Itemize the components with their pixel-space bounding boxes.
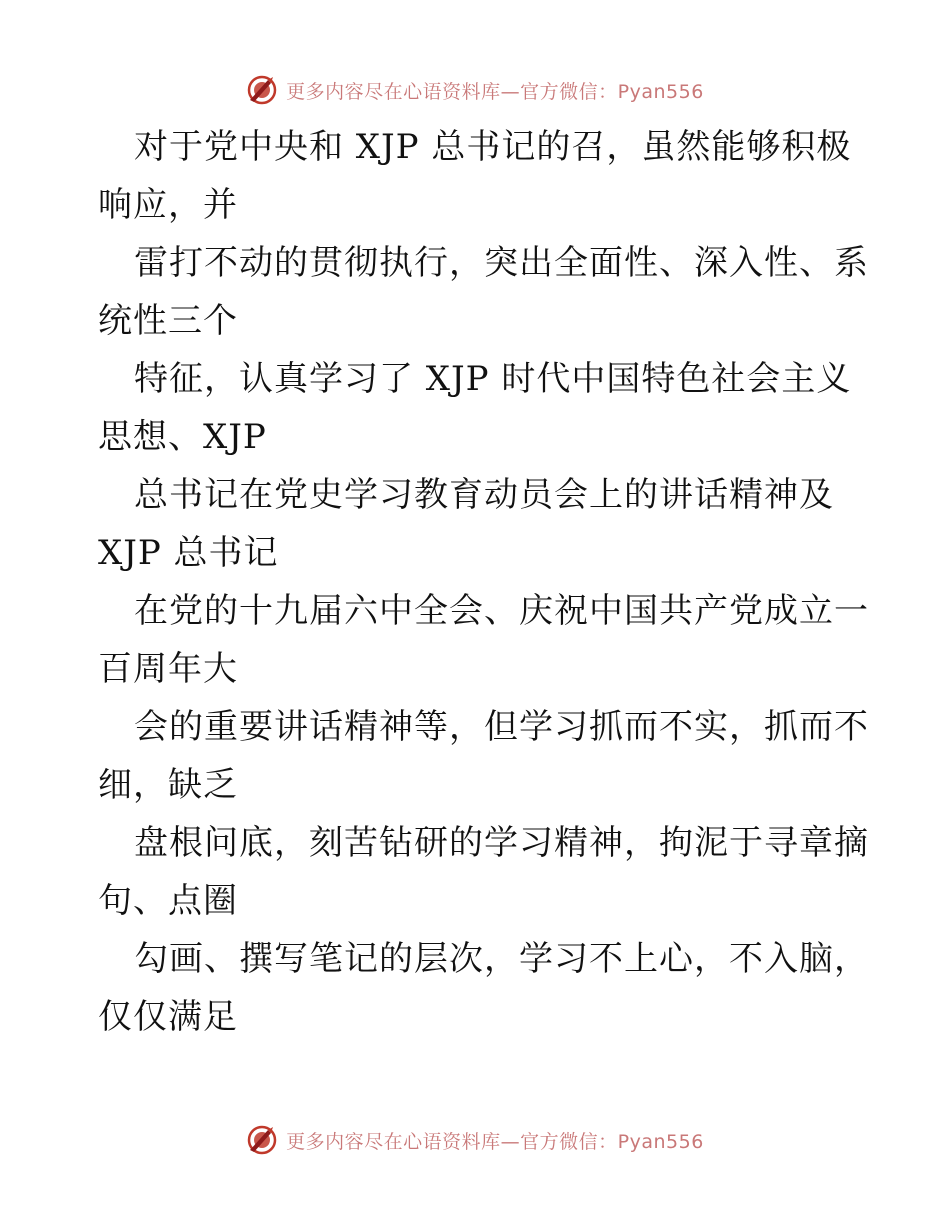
text-line: 在党的十九届六中全会、庆祝中国共产党成立一	[134, 591, 869, 631]
watermark-text: 更多内容尽在心语资料库—官方微信：Pyan556	[286, 80, 704, 103]
text-line: 思想、XJP	[98, 417, 267, 457]
text-line: 句、点圈	[98, 881, 238, 921]
text-line: 特征，认真学习了 XJP 时代中国特色社会主义	[134, 359, 852, 399]
text-line: XJP 总书记	[98, 533, 279, 573]
text-line: 细，缺乏	[98, 765, 238, 805]
document-body	[98, 118, 869, 1046]
watermark-text: 更多内容尽在心语资料库—官方微信：Pyan556	[286, 1130, 704, 1153]
footer-watermark	[0, 1120, 950, 1160]
text-line: 对于党中央和 XJP 总书记的召，虽然能够积极	[134, 127, 852, 167]
text-line: 勾画、撰写笔记的层次，学习不上心，不入脑，	[134, 939, 869, 979]
quill-seal-icon	[246, 1124, 278, 1156]
text-line: 会的重要讲话精神等，但学习抓而不实，抓而不	[134, 707, 869, 747]
text-line: 百周年大	[98, 649, 238, 689]
text-line: 统性三个	[98, 301, 238, 341]
header-watermark	[0, 70, 950, 110]
text-line: 响应，并	[98, 185, 238, 225]
text-line: 雷打不动的贯彻执行，突出全面性、深入性、系	[134, 243, 869, 283]
quill-seal-icon	[246, 74, 278, 106]
text-line: 仅仅满足	[98, 997, 238, 1037]
text-line: 总书记在党史学习教育动员会上的讲话精神及	[134, 475, 834, 515]
text-line: 盘根问底，刻苦钻研的学习精神，拘泥于寻章摘	[134, 823, 869, 863]
